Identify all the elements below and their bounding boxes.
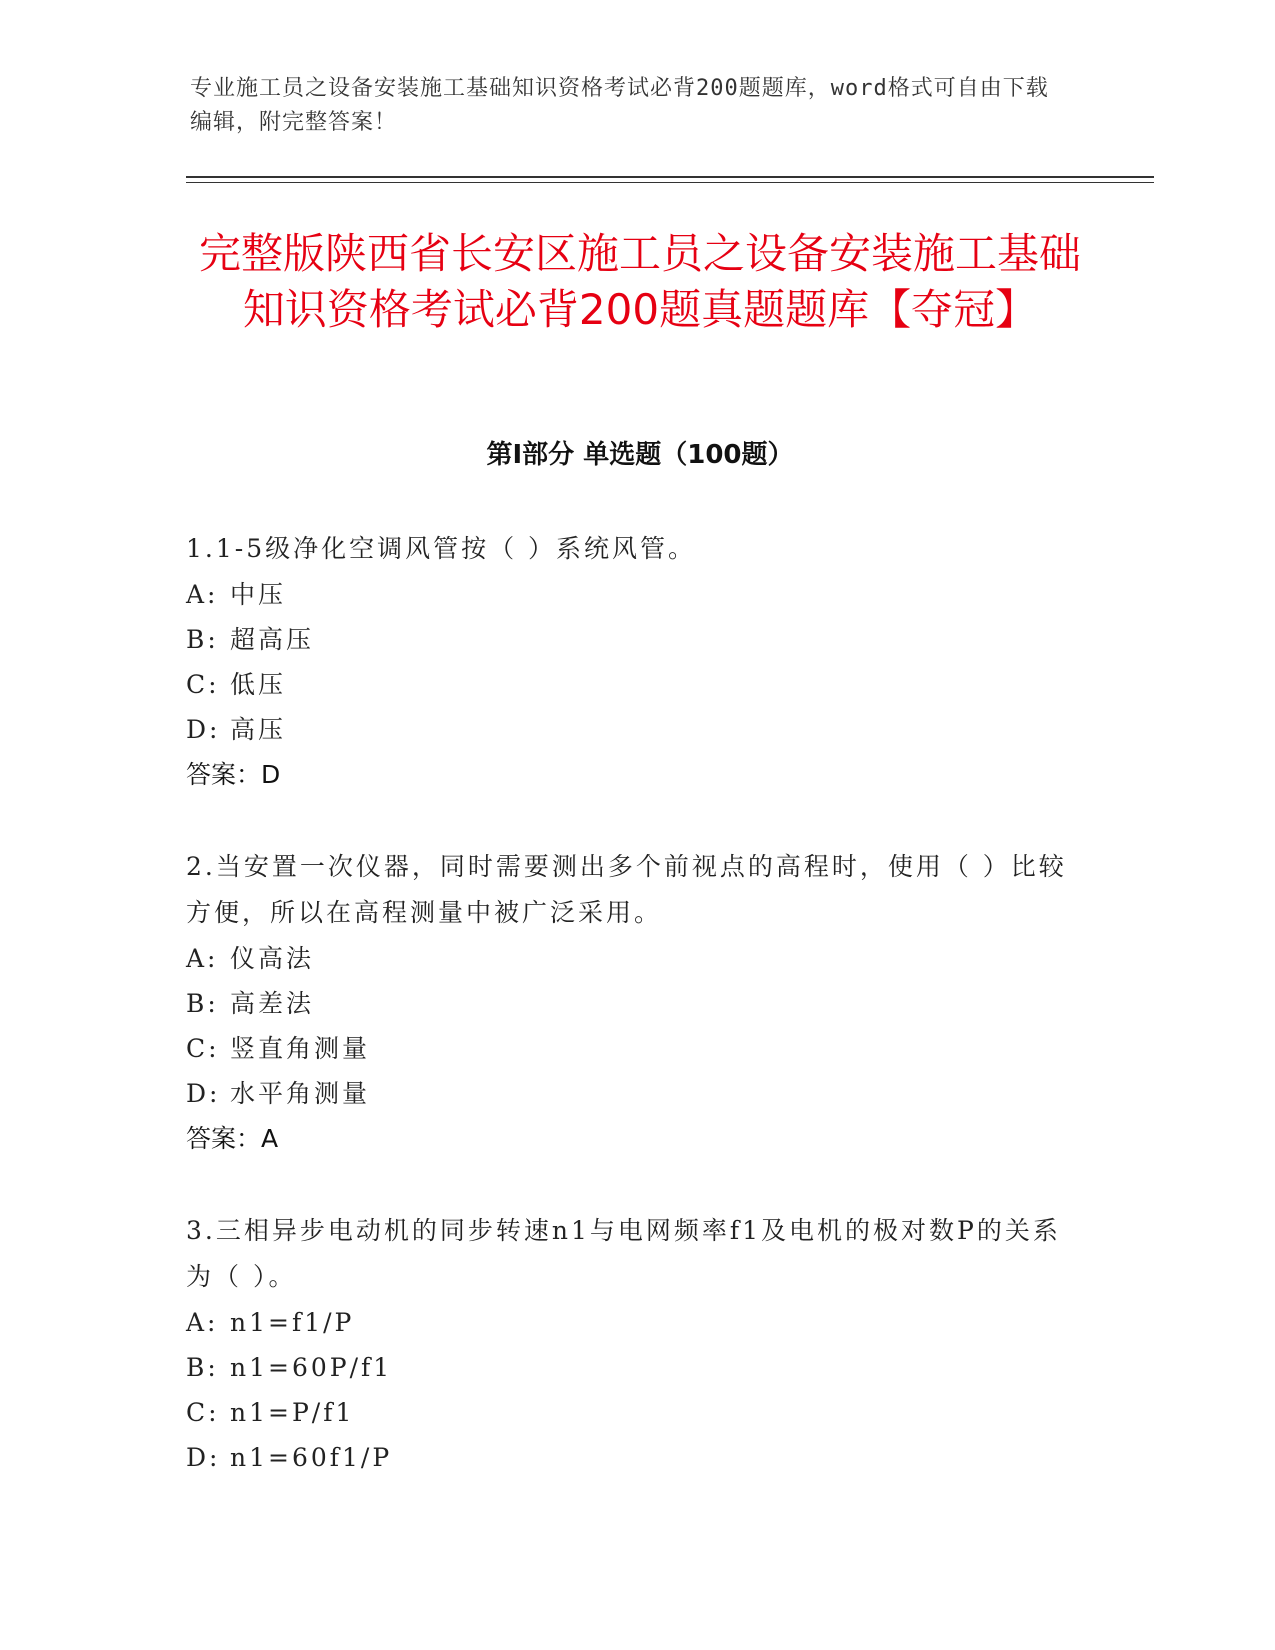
question-2	[186, 844, 1086, 1162]
option-text: 高压	[230, 715, 287, 744]
option-text: 低压	[230, 670, 287, 699]
option-b	[186, 617, 1086, 662]
question-stem: 1.1-5级净化空调风管按（ ）系统风管。	[186, 534, 697, 563]
answer-label: 答案：	[186, 1124, 262, 1153]
header-rule-thick	[186, 176, 1154, 178]
option-d	[186, 1435, 1086, 1480]
option-text: 高差法	[230, 989, 315, 1018]
question-3	[186, 1208, 1086, 1480]
answer-value: D	[261, 760, 281, 789]
answer-line	[186, 1116, 1086, 1162]
option-letter: B:	[186, 1353, 219, 1382]
option-letter: C:	[186, 1034, 220, 1063]
option-letter: A:	[186, 944, 219, 973]
option-text: 中压	[230, 580, 287, 609]
option-letter: C:	[186, 1398, 220, 1427]
question-list	[186, 526, 1086, 1526]
option-letter: A:	[186, 1308, 219, 1337]
question-1	[186, 526, 1086, 798]
option-a	[186, 936, 1086, 981]
option-text: n1=f1/P	[230, 1308, 355, 1337]
option-text: n1=P/f1	[230, 1398, 355, 1427]
answer-label: 答案：	[186, 760, 262, 789]
option-text: 水平角测量	[230, 1079, 371, 1108]
option-text: 竖直角测量	[230, 1034, 371, 1063]
option-a	[186, 1300, 1086, 1345]
document-title: 完整版陕西省长安区施工员之设备安装施工基础知识资格考试必背200题真题题库【夺冠】	[198, 229, 1081, 334]
option-d	[186, 707, 1086, 752]
option-b	[186, 1345, 1086, 1390]
section-heading: 第I部分 单选题（100题）	[486, 440, 794, 470]
option-letter: D:	[186, 715, 221, 744]
option-text: n1=60P/f1	[230, 1353, 393, 1382]
option-d	[186, 1071, 1086, 1116]
option-b	[186, 981, 1086, 1026]
option-text: 超高压	[230, 625, 315, 654]
option-a	[186, 572, 1086, 617]
answer-value: A	[261, 1124, 279, 1153]
header-note: 专业施工员之设备安装施工基础知识资格考试必背200题题库，word格式可自由下载编辑，附完整答案！	[190, 76, 1049, 135]
option-c	[186, 1390, 1086, 1435]
question-stem: 3.三相异步电动机的同步转速n1与电网频率f1及电机的极对数P的关系为（ ）。	[186, 1216, 1061, 1291]
option-letter: A:	[186, 580, 219, 609]
option-letter: C:	[186, 670, 220, 699]
option-letter: D:	[186, 1443, 221, 1472]
option-text: n1=60f1/P	[230, 1443, 393, 1472]
option-letter: D:	[186, 1079, 221, 1108]
option-c	[186, 1026, 1086, 1071]
header-rule-thin	[186, 182, 1154, 183]
option-text: 仪高法	[230, 944, 315, 973]
answer-line	[186, 752, 1086, 798]
question-stem: 2.当安置一次仪器，同时需要测出多个前视点的高程时，使用（ ）比较方便，所以在高程测量中被广泛采用。	[186, 852, 1067, 927]
option-letter: B:	[186, 625, 219, 654]
option-c	[186, 662, 1086, 707]
option-letter: B:	[186, 989, 219, 1018]
